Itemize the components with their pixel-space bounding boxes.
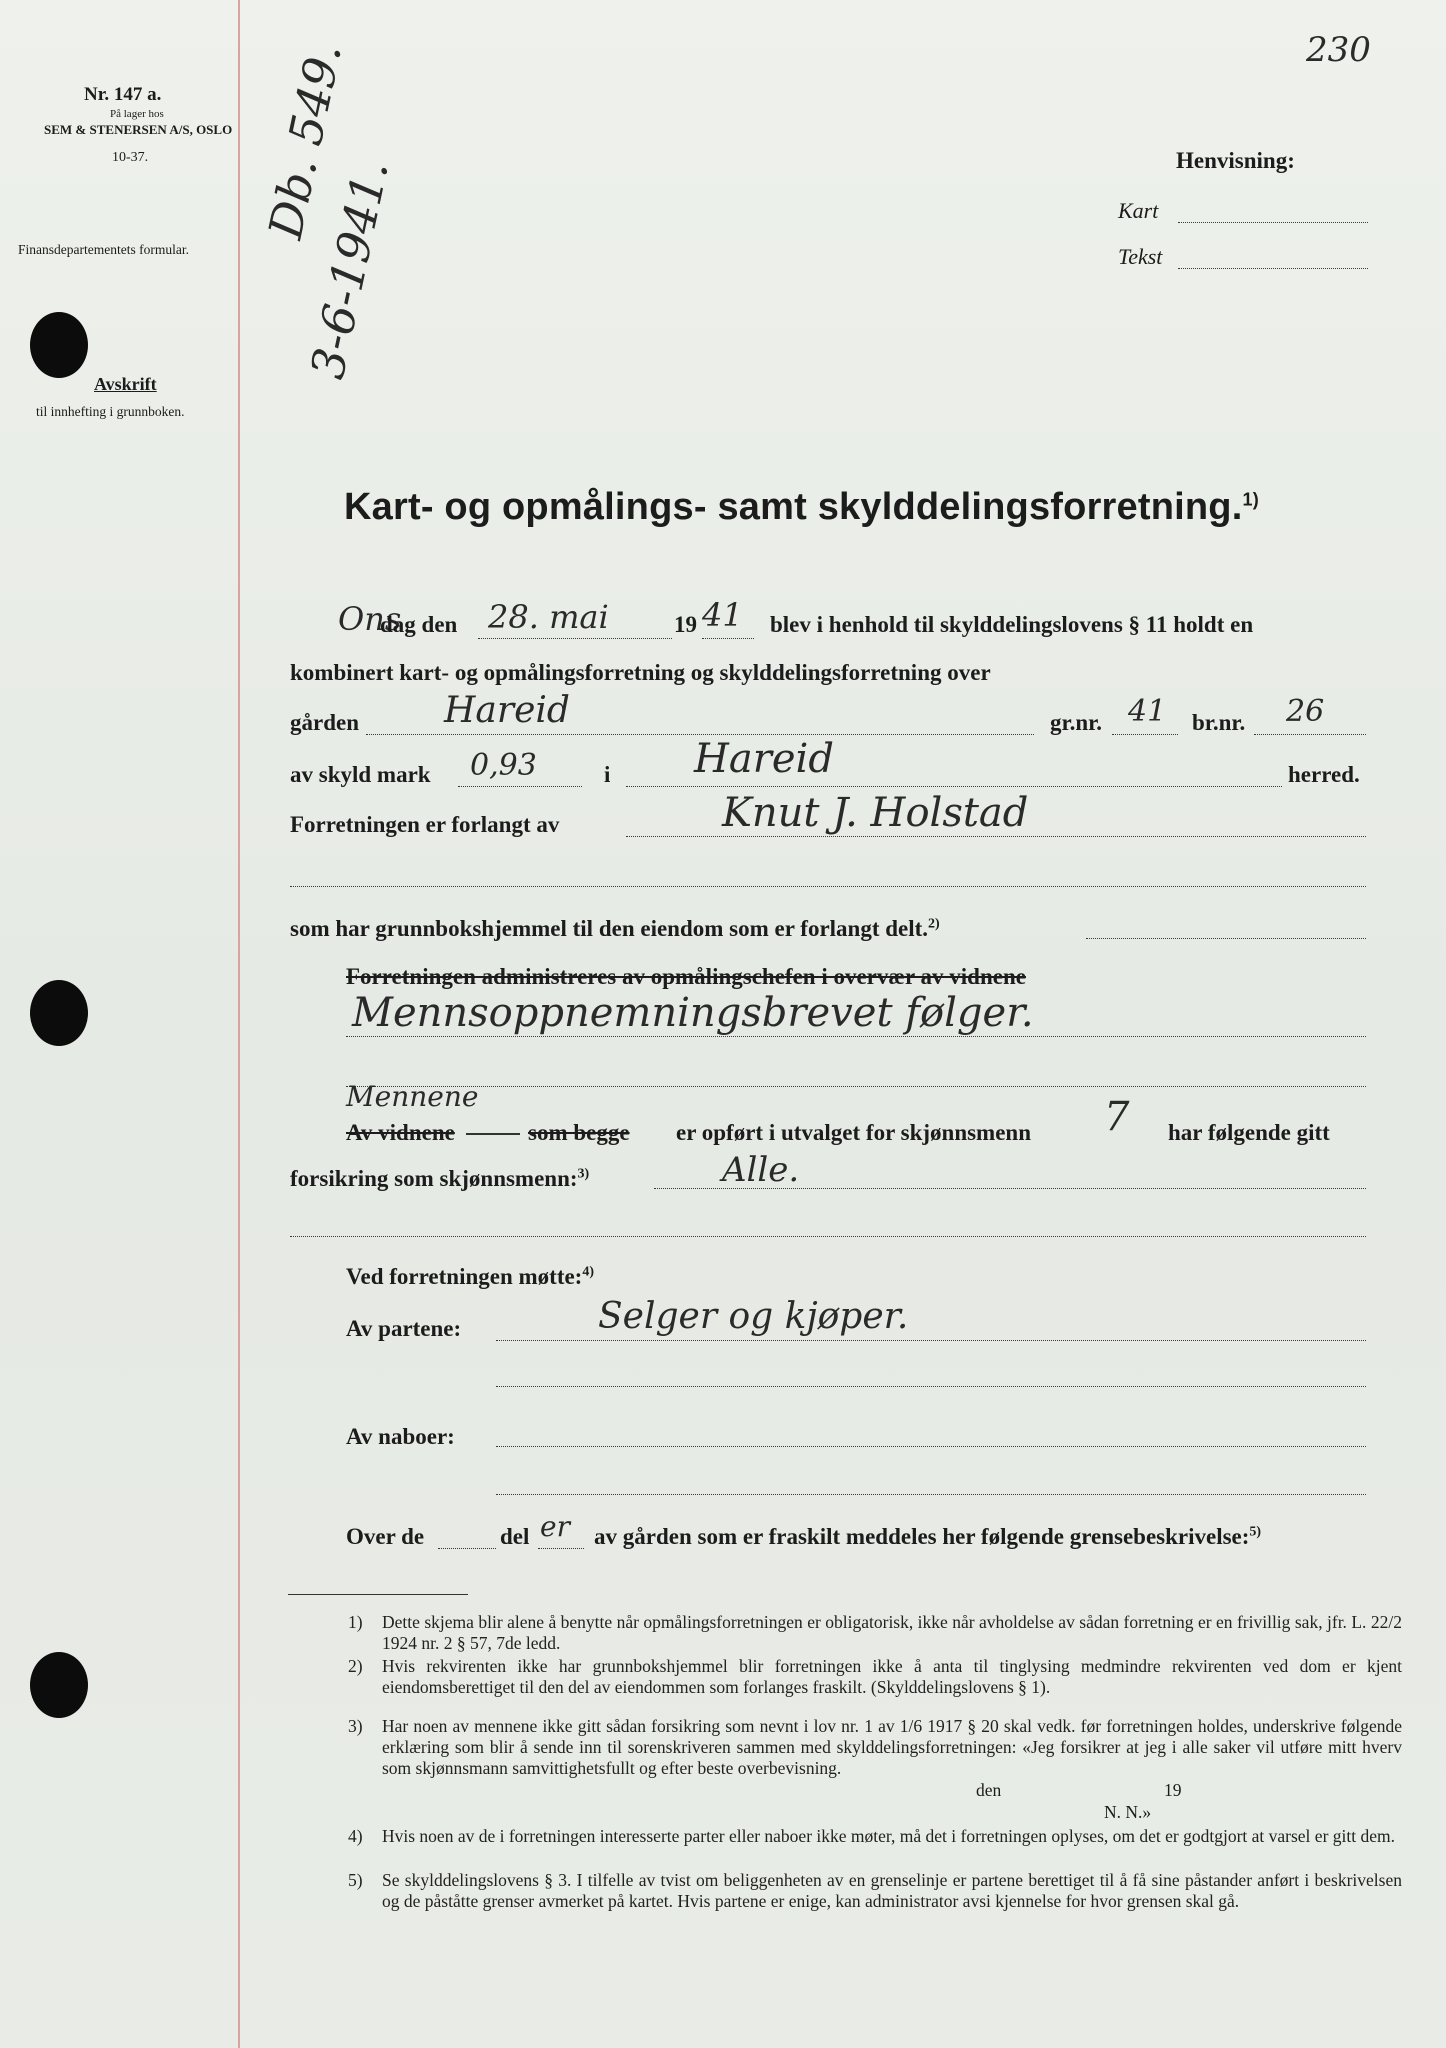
grnr-label: gr.nr. [1050,710,1102,735]
brnr-hand: 26 [1286,694,1325,729]
form-title-note: 1) [1242,489,1259,510]
herred-blank [626,786,1282,787]
skyld-blank [458,786,582,787]
requested-blank-2 [290,886,1366,887]
year-blank [702,638,754,639]
date-hand: 28. mai [488,598,609,636]
admin-blank [346,1036,1366,1037]
met-note: 4) [582,1264,595,1280]
footnote-2-num: 2) [348,1656,363,1676]
witness-rest: er opført i utvalget for skjønnsmenn [676,1120,1032,1145]
intro-line2: kombinert kart- og opmålingsforretning og skylddelingsforretning over [290,660,991,685]
printer-line1: På lager hos [110,108,164,120]
witness-struck2: som begge [528,1120,630,1145]
assurance-blank-2 [290,1236,1366,1237]
form-title-text: Kart- og opmålings- samt skylddelingsforretning. [344,486,1243,528]
footnote-5 [348,1870,1402,1912]
reference-tekst: Tekst [1118,244,1163,269]
witness-struck1: Av vidnene [346,1120,455,1145]
footnote-3-num: 3) [348,1716,363,1736]
border-note: 5) [1249,1524,1262,1540]
printer-line2: SEM & STENERSEN A/S, OSLO [44,122,233,137]
red-margin-line [238,0,240,2048]
neighbours-label: Av naboer: [346,1424,455,1449]
stamp-date-hand: 3-6-1941. [300,155,399,384]
brnr-label: br.nr. [1192,710,1246,735]
footnote-4-text: Hvis noen av de i forretningen interesserte parter eller naboer ikke møter, må det i forretningen oplyses, om det er godtgjort at varsel er gitt dem. [382,1826,1395,1846]
date-blank [478,638,672,639]
punch-hole-top [30,312,88,378]
footnote-4 [348,1826,1402,1847]
border-prefix: Over de [346,1524,425,1549]
parties-hand: Selger og kjøper. [598,1296,909,1337]
footnote-2-text: Hvis rekvirenten ikke har grunnbokshjemmel blir forretningen ikke å anta til tinglysing medmindre rekvirenten ved dom er kjent eiendomsberettiget til den del av eiendommen som forlanges fraskilt. (Skylddelingslovens § 1). [382,1656,1402,1697]
footnote-1-text: Dette skjema blir alene å benytte når opmålingsforretningen er obligatorisk, ikke når avholdelse av sådan forretning er en frivillig sak, jfr. L. 22/2 1924 nr. 2 § 57, 7de ledd. [382,1612,1402,1653]
footnote-1 [348,1612,1402,1654]
year-hand: 41 [702,596,743,634]
i-label: i [604,762,611,787]
neighbours-blank-2 [496,1494,1366,1495]
witness-dash [466,1133,520,1135]
herred-label: herred. [1288,762,1360,787]
ministry-label: Finansdepartementets formular. [18,242,189,257]
assurance-label-text: forsikring som skjønnsmenn: [290,1166,578,1191]
met-label [346,1264,594,1290]
footnote-4-num: 4) [348,1826,363,1846]
grunnbok-blank [1086,938,1366,939]
requested-blank [626,836,1366,837]
footnote-3-text: Har noen av mennene ikke gitt sådan forsikring som nevnt i lov nr. 1 av 1/6 1917 § 20 skal vedk. før forretningen holdes, underskrive følgende erklæring som blir å sende inn til sorenskriveren sammen med skylddelingsforretningen: «Jeg forsikrer at jeg i alle saker vil utføre mitt hverv som skjønnsmann samvittighetsfullt og efter beste overbevisning. [382,1716,1402,1778]
admin-hand: Mennsoppnemningsbrevet følger. [352,990,1034,1036]
parties-blank [496,1340,1366,1341]
witness-hand-mark: 7 [1104,1094,1130,1140]
grnr-hand: 41 [1128,694,1167,729]
punch-hole-bottom [30,1652,88,1718]
herred-hand: Hareid [694,736,834,782]
reference-tekst-blank [1178,268,1368,269]
witness-hand-above: Mennene [346,1080,479,1113]
form-number: Nr. 147 a. [84,84,162,105]
neighbours-blank [496,1446,1366,1447]
border-blank-2 [538,1548,584,1549]
parties-blank-2 [496,1386,1366,1387]
assurance-label [290,1166,589,1192]
grunnbok-line-text: som har grunnbokshjemmel til den eiendom som er forlangt delt. [290,916,929,941]
border-rest [594,1524,1261,1550]
form-title [344,486,1259,529]
grunnbok-note: 2) [928,916,940,932]
stamp-number-hand: Db. 549. [258,38,352,244]
footnote-2 [348,1656,1402,1698]
farm-hand: Hareid [444,690,570,731]
farm-label: gården [290,710,359,735]
border-del: del [500,1524,530,1549]
day-suffix: dag den [380,612,458,637]
copy-subtitle: til innhefting i grunnboken. [36,404,185,419]
grnr-blank [1112,734,1178,735]
footnote-5-text: Se skylddelingslovens § 3. I tilfelle av tvist om beliggenheten av en grenselinje er partene berettiget til å få sine påstander anført i beskrivelsen og de påståtte grenser avmerket på kartet. Hvis partene er enige, kan administrator avsi kjennelse for hvor grensen skal gå. [382,1870,1402,1911]
footnote-3 [348,1716,1402,1779]
page-number-hand: 230 [1306,30,1371,70]
printer-date: 10-37. [112,150,149,165]
footnote-rule [288,1594,468,1595]
requested-label: Forretningen er forlangt av [290,812,560,837]
footnote-1-num: 1) [348,1612,363,1632]
footnote-5-num: 5) [348,1870,363,1890]
footnote-3-year: 19 [1164,1780,1182,1800]
met-label-text: Ved forretningen møtte: [346,1264,583,1289]
farm-blank [366,734,1034,735]
border-blank [438,1548,496,1549]
footnote-3-nn: N. N.» [1104,1802,1152,1822]
punch-hole-middle [30,980,88,1046]
copy-title: Avskrift [94,374,157,394]
admin-blank-2 [346,1086,1366,1087]
intro-rest: blev i henhold til skylddelingslovens § 11 holdt en [770,612,1254,637]
year-prefix: 19 [674,612,697,637]
grunnbok-line [290,916,940,942]
skyld-hand: 0,93 [470,748,537,783]
parties-label: Av partene: [346,1316,462,1341]
skyld-label: av skyld mark [290,762,431,787]
reference-title: Henvisning: [1176,148,1295,173]
brnr-blank [1254,734,1366,735]
requested-hand: Knut J. Holstad [722,790,1029,836]
reference-kart-blank [1178,222,1368,223]
footnote-3-den: den [976,1780,1002,1800]
day-hand: Ons [338,600,402,638]
admin-struck: Forretningen administreres av opmålingschefen i overvær av vidnene [346,964,1026,989]
border-hand: er [540,1510,570,1543]
assurance-note: 3) [577,1166,590,1182]
assurance-hand: Alle. [722,1150,800,1190]
witness-rest2: har følgende gitt [1168,1120,1330,1145]
border-rest-text: av gården som er fraskilt meddeles her følgende grensebeskrivelse: [594,1524,1250,1549]
reference-kart: Kart [1118,198,1159,223]
